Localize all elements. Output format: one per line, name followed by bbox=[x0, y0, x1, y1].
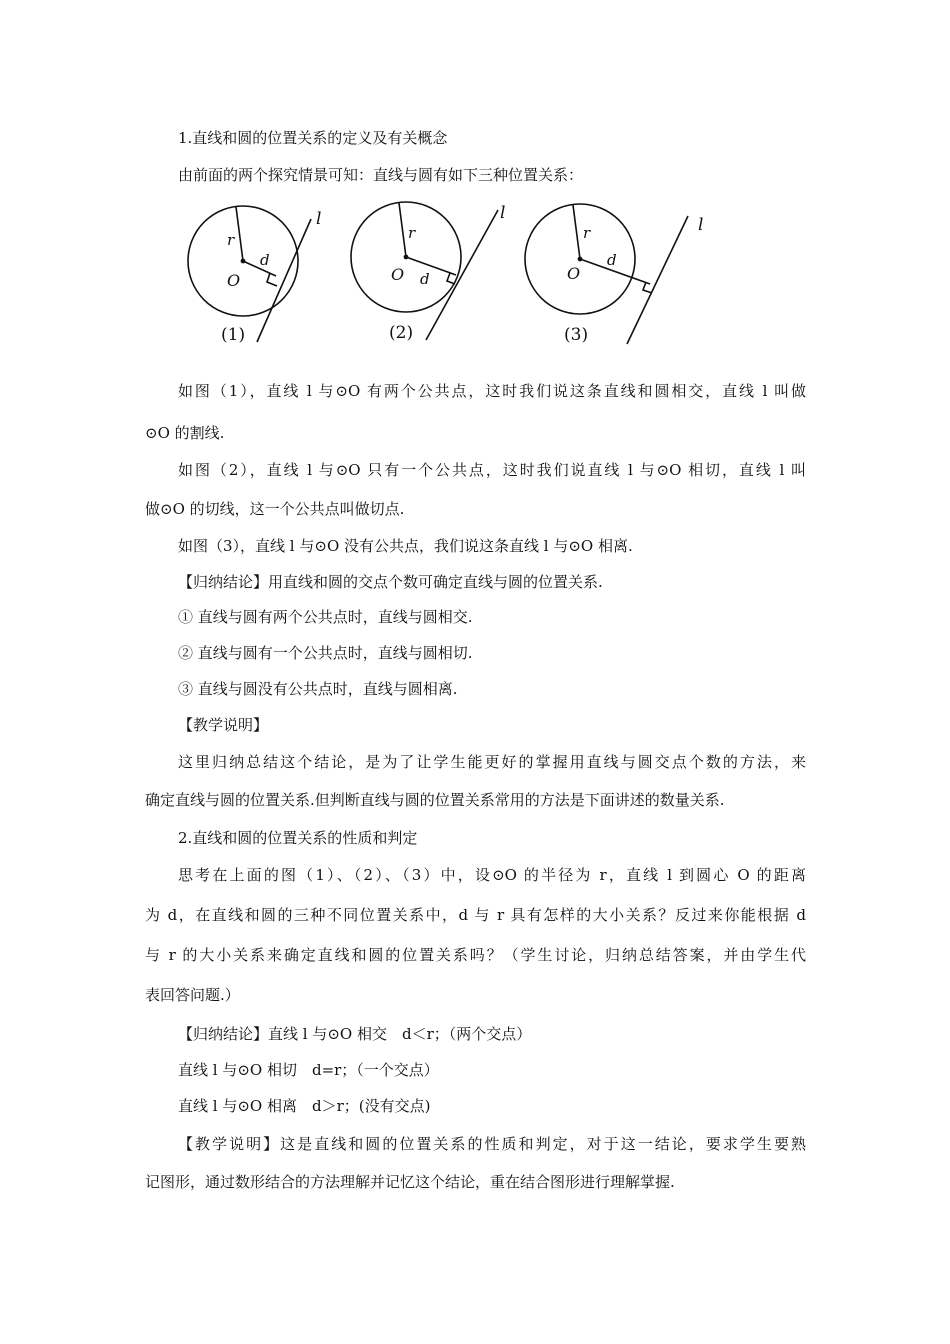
radius-label-2: r bbox=[408, 224, 416, 242]
center-dot-2 bbox=[404, 255, 407, 258]
teaching-note-1-line-2: 确定直线与圆的位置关系.但判断直线与圆的位置关系常用的方法是下面讲述的数量关系. bbox=[145, 791, 725, 809]
caption-1: (1) bbox=[221, 325, 246, 345]
paragraph-1-line-2: ⊙O 的割线. bbox=[145, 424, 225, 442]
paragraph-3: 如图（3），直线 l 与⊙O 没有公共点，我们说这条直线 l 与⊙O 相离. bbox=[178, 537, 633, 555]
circle-line-figure bbox=[180, 198, 740, 350]
center-dot-1 bbox=[241, 259, 244, 262]
list-item-3: ③ 直线与圆没有公共点时，直线与圆相离. bbox=[178, 680, 458, 698]
conclusion-2-line-2: 直线 l 与⊙O 相切 d=r；（一个交点） bbox=[178, 1061, 439, 1079]
section-heading-1: 1.直线和圆的位置关系的定义及有关概念 bbox=[178, 129, 448, 147]
line-label-3: l bbox=[698, 215, 704, 235]
distance-label-1: d bbox=[260, 251, 270, 269]
list-item-2: ② 直线与圆有一个公共点时，直线与圆相切. bbox=[178, 644, 473, 662]
paragraph-2-line-2: 做⊙O 的切线，这一个公共点叫做切点. bbox=[145, 500, 405, 518]
caption-3: (3) bbox=[564, 325, 589, 345]
radius-2 bbox=[399, 203, 406, 257]
radius-label-1: r bbox=[227, 231, 235, 249]
think-line-1: 思考在上面的图（1）、（2）、（3）中，设⊙O 的半径为 r，直线 l 到圆心 O 的距离 bbox=[178, 866, 806, 884]
distance-label-2: d bbox=[420, 270, 430, 288]
teaching-note-title: 【教学说明】 bbox=[178, 716, 269, 734]
caption-2: (2) bbox=[389, 323, 414, 343]
center-label-3: O bbox=[567, 264, 581, 283]
line-label-1: l bbox=[316, 209, 322, 229]
line-label-2: l bbox=[500, 203, 506, 223]
center-label-1: O bbox=[227, 271, 241, 290]
radius-label-3: r bbox=[583, 224, 591, 242]
teaching-note-1-line-1: 这里归纳总结这个结论，是为了让学生能更好的掌握用直线与圆交点个数的方法，来 bbox=[178, 753, 806, 771]
think-line-4: 表回答问题.） bbox=[145, 986, 240, 1004]
list-item-1: ① 直线与圆有两个公共点时，直线与圆相交. bbox=[178, 608, 473, 626]
radius-1 bbox=[236, 207, 243, 261]
intro-text: 由前面的两个探究情景可知：直线与圆有如下三种位置关系： bbox=[178, 166, 584, 184]
distance-2 bbox=[406, 257, 456, 275]
center-dot-3 bbox=[578, 257, 581, 260]
section-heading-2: 2.直线和圆的位置关系的性质和判定 bbox=[178, 829, 418, 847]
conclusion-1: 【归纳结论】用直线和圆的交点个数可确定直线与圆的位置关系. bbox=[178, 573, 603, 591]
line-l-2 bbox=[426, 210, 498, 340]
line-l-3 bbox=[627, 216, 688, 344]
radius-3 bbox=[573, 205, 580, 259]
distance-label-3: d bbox=[607, 251, 617, 269]
line-l-1 bbox=[257, 219, 311, 342]
teaching-note-2-line-1: 【教学说明】这是直线和圆的位置关系的性质和判定，对于这一结论，要求学生要熟 bbox=[178, 1135, 806, 1153]
think-line-2: 为 d，在直线和圆的三种不同位置关系中，d 与 r 具有怎样的大小关系？反过来你能根据 d bbox=[145, 906, 806, 924]
paragraph-2-line-1: 如图（2），直线 l 与⊙O 只有一个公共点，这时我们说直线 l 与⊙O 相切，直线 l 叫 bbox=[178, 461, 806, 479]
paragraph-1-line-1: 如图（1），直线 l 与⊙O 有两个公共点，这时我们说这条直线和圆相交，直线 l 叫做 bbox=[178, 382, 806, 400]
conclusion-2-line-3: 直线 l 与⊙O 相离 d＞r；(没有交点) bbox=[178, 1097, 431, 1115]
conclusion-2-line-1: 【归纳结论】直线 l 与⊙O 相交 d＜r；（两个交点） bbox=[178, 1025, 532, 1043]
teaching-note-2-line-2: 记图形，通过数形结合的方法理解并记忆这个结论，重在结合图形进行理解掌握. bbox=[145, 1173, 675, 1191]
center-label-2: O bbox=[391, 265, 405, 284]
diagram-secant bbox=[188, 206, 311, 342]
diagram-separate bbox=[525, 204, 688, 344]
think-line-3: 与 r 的大小关系来确定直线和圆的位置关系吗？（学生讨论，归纳总结答案，并由学生代 bbox=[145, 946, 806, 964]
